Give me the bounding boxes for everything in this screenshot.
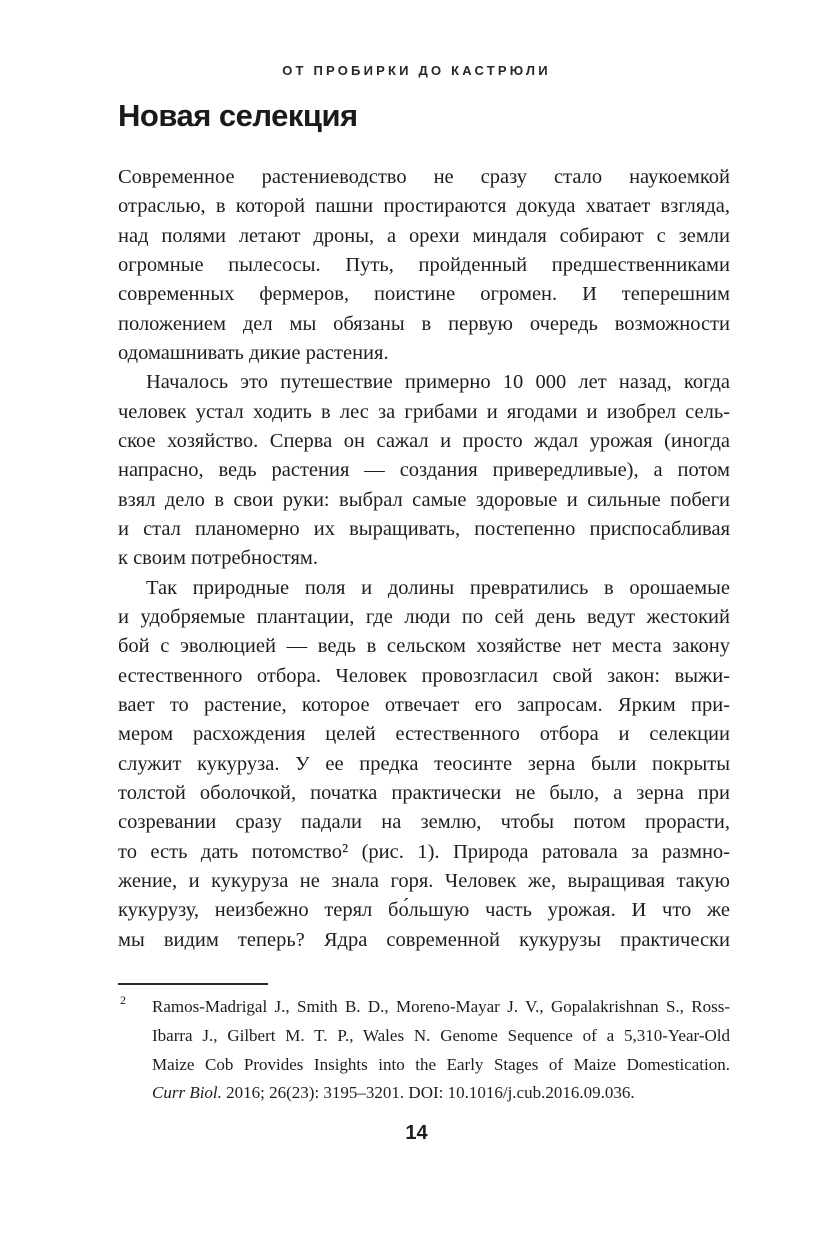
citation-details: 2016; 26(23): 3195–3201. DOI: 10.1016/j.cub.2016.09.036. <box>221 1083 635 1103</box>
footnote-line: Ibarra J., Gilbert M. T. P., Wales N. Genome Sequence of a 5,310-Year-Old <box>152 1025 730 1045</box>
text-line: толстой оболочкой, початка практически не было, а зерна при <box>118 781 730 804</box>
text-line: естественного отбора. Человек провозгласил свой закон: выжи- <box>118 664 730 687</box>
text-line: человек устал ходить в лес за грибами и ягодами и изобрел сель- <box>118 400 730 423</box>
text-line: отраслью, в которой пашни простираются докуда хватает взгляда, <box>118 195 730 218</box>
text-line: служит кукуруза. У ее предка теосинте зерна были покрыты <box>118 752 730 775</box>
text-line: современных фермеров, поистине огромен. И теперешним <box>118 283 730 306</box>
text-line: мером расхождения целей естественного отбора и селекции <box>118 723 730 746</box>
text-line: одомашнивать дикие растения. <box>118 341 389 364</box>
text-line: бой с эволюцией — ведь в сельском хозяйстве нет места закону <box>118 635 730 658</box>
text-line: огромные пылесосы. Путь, пройденный предшественниками <box>118 253 730 276</box>
text-line: и стал планомерно их выращивать, постепенно приспосабливая <box>118 517 730 540</box>
journal-name: Curr Biol. <box>152 1083 222 1103</box>
text-line: мы видим теперь? Ядра современной кукурузы практически <box>118 928 730 951</box>
text-line: и удобряемые плантации, где люди по сей день ведут жестокий <box>118 605 730 628</box>
footnote-marker: 2 <box>120 993 126 1007</box>
text-line: Началось это путешествие примерно 10 000 лет назад, когда <box>146 371 730 394</box>
footnote <box>118 993 730 1108</box>
footnote-separator <box>118 983 268 985</box>
text-line: положением дел мы обязаны в первую очередь возможности <box>118 312 730 335</box>
text-line: кукурузу, неизбежно терял бо́льшую часть урожая. И что же <box>118 899 730 922</box>
text-line: созревании сразу падали на землю, чтобы потом прорасти, <box>118 811 730 834</box>
body-text <box>118 163 730 955</box>
paragraph-2 <box>118 368 730 573</box>
footnote-line: Maize Cob Provides Insights into the Early Stages of Maize Domestication. <box>152 1054 730 1074</box>
footnote-line <box>152 1079 730 1108</box>
paragraph-1 <box>118 163 730 368</box>
running-head: ОТ ПРОБИРКИ ДО КАСТРЮЛИ <box>282 63 551 78</box>
text-line: над полями летают дроны, а орехи миндаля собирают с земли <box>118 224 730 247</box>
chapter-title: Новая селекция <box>118 98 358 133</box>
text-line: Современное растениеводство не сразу стало наукоемкой <box>118 166 730 188</box>
text-line: напрасно, ведь растения — создания привередливые), а потом <box>118 459 730 482</box>
text-line: жение, и кукуруза не знала горя. Человек же, выращивая такую <box>118 869 730 892</box>
footnote-text <box>152 993 730 1108</box>
page-number: 14 <box>405 1122 428 1144</box>
text-line: вает то растение, которое отвечает его запросам. Ярким при- <box>118 693 730 716</box>
paragraph-3 <box>118 574 730 955</box>
text-line: к своим потребностям. <box>118 547 319 570</box>
text-line: то есть дать потомство² (рис. 1). Природа ратовала за размно- <box>118 840 730 863</box>
text-line: взял дело в свои руки: выбрал самые здоровые и сильные побеги <box>118 488 730 511</box>
text-line: Так природные поля и долины превратились в орошаемые <box>146 576 730 599</box>
text-line: ское хозяйство. Сперва он сажал и просто ждал урожая (иногда <box>118 429 730 452</box>
footnote-line: Ramos-Madrigal J., Smith B. D., Moreno-Mayar J. V., Gopalakrishnan S., Ross- <box>152 997 730 1016</box>
